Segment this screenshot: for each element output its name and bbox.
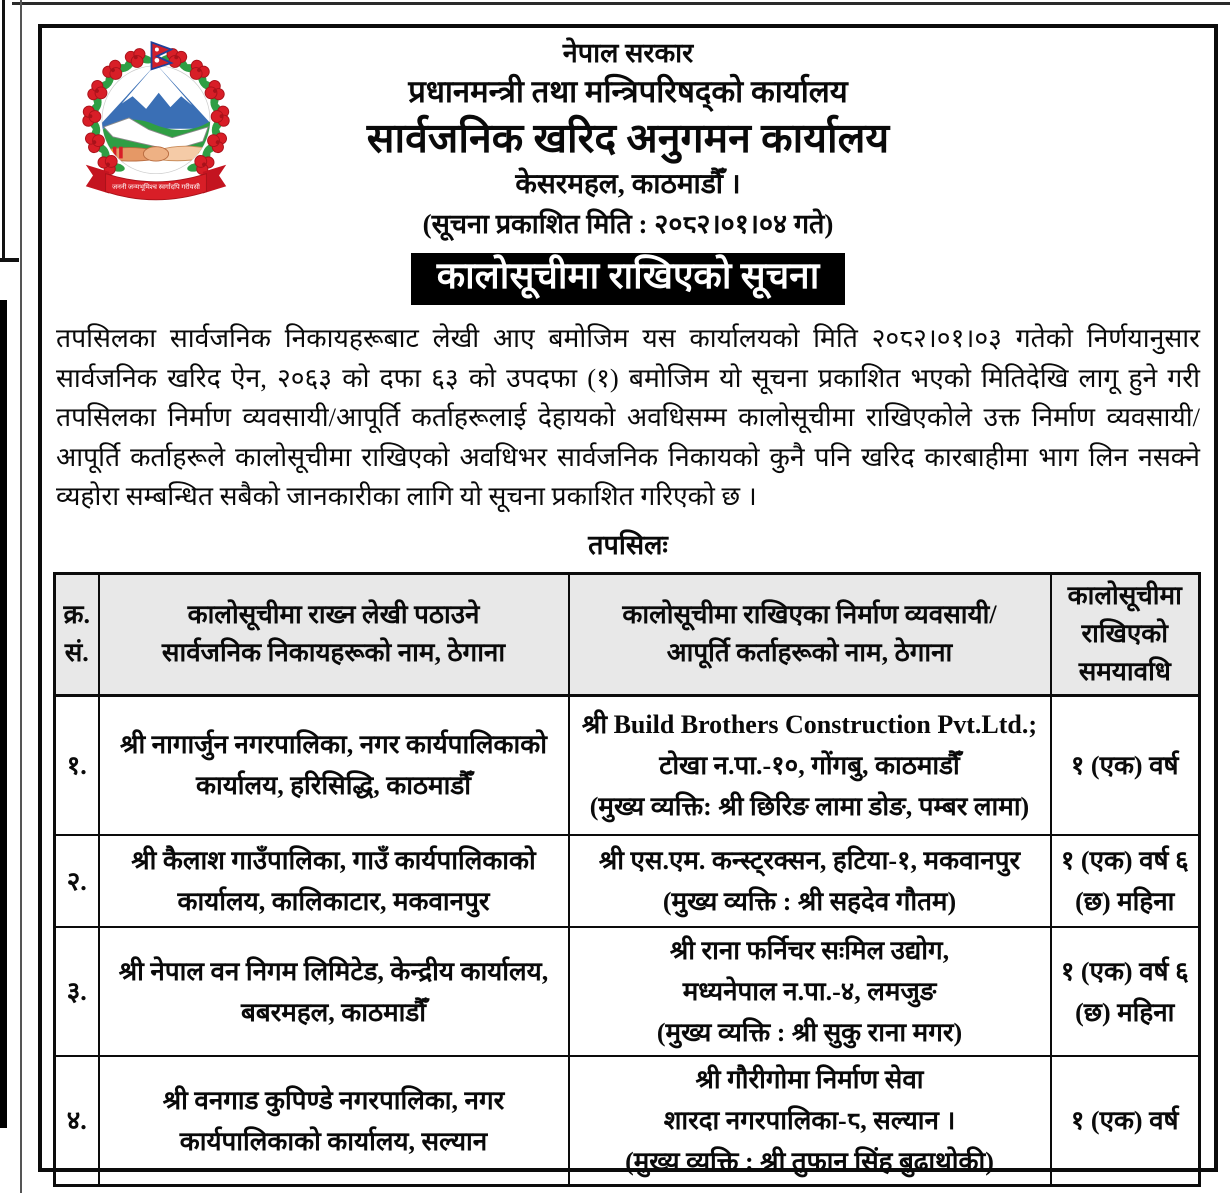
scan-artifact-corner-h [0,258,19,262]
cell-sn: २. [55,835,99,927]
publish-date-line: (सूचना प्रकाशित मिति : २०८२।०१।०४ गते) [422,208,834,239]
table-row [55,695,1200,835]
cell-duration: १ (एक) वर्ष ६ (छ) महिना [1051,835,1200,927]
handshake-icon [104,146,208,161]
scan-artifact-top-line [12,2,1230,5]
col-header-contractor: कालोसूचीमा राखिएका निर्माण व्यवसायी/ आपूर्ति कर्ताहरूको नाम, ठेगाना [569,573,1051,695]
scan-artifact-left-bar [0,300,7,1128]
scan-artifact-left-line [20,0,22,1193]
cell-sn: १. [55,695,99,835]
org-address-line: केसरमहल, काठमाडौँ । [515,168,741,200]
notice-title-banner: कालोसूचीमा राखिएको सूचना [411,253,846,305]
cell-sn: ४. [55,1056,99,1186]
cell-contractor: श्री एस.एम. कन्स्ट्रक्सन, हटिया-१, मकवानपुर (मुख्य व्यक्ति : श्री सहदेव गौतम) [569,835,1051,927]
org-ministry-line: प्रधानमन्त्री तथा मन्त्रिपरिषद्को कार्यालय [408,73,848,109]
col-header-sn: क्र. सं. [55,573,99,695]
cell-public-body: श्री नेपाल वन निगम लिमिटेड, केन्द्रीय कार्यालय, बबरमहल, काठमाडौँ [99,927,569,1056]
cell-sn: ३. [55,927,99,1056]
document-frame [38,24,1218,1177]
cell-duration: १ (एक) वर्ष [1051,695,1200,835]
org-office-line: सार्वजनिक खरिद अनुगमन कार्यालय [366,115,890,162]
cell-public-body: श्री कैलाश गाउँपालिका, गाउँ कार्यपालिकाको कार्यालय, कालिकाटार, मकवानपुर [99,835,569,927]
nepal-government-emblem-logo [66,40,246,212]
table-row [55,835,1200,927]
emblem-motto-text: जननी जन्मभूमिश्च स्वर्गादपि गरीयसी [112,184,200,191]
notice-paragraph: तपसिलका सार्वजनिक निकायहरूबाट लेखी आए बमोजिम यस कार्यालयको मिति २०८२।०१।०३ गतेको निर्णयानुसार सार्वजनिक खरिद ऐन, २०६३ को दफा ६३ को उपदफा (१) बमोजिम यो सूचना प्रकाशित भएको मितिदेखि लागू हुने गरी तपसिलका निर्माण व्यवसायी/आपूर्ति कर्ताहरूलाई देहायको अवधिसम्म कालोसूचीमा राखिएकोले उक्त निर्माण व्यवसायी/आपूर्ति कर्ताहरूले कालोसूचीमा राखिएको अवधिभर सार्वजनिक निकायको कुनै पनि खरिद कारबाहीमा भाग लिन नसक्ने व्यहोरा सम्बन्धित सबैको जानकारीका लागि यो सूचना प्रकाशित गरिएको छ । [56,323,1200,512]
col-header-public-body: कालोसूचीमा राख्न लेखी पठाउने सार्वजनिक निकायहरूको नाम, ठेगाना [99,573,569,695]
table-row [55,1056,1200,1186]
scan-artifact-corner-v [2,0,5,258]
table-caption: तपसिलः [588,529,668,560]
cell-public-body: श्री नागार्जुन नगरपालिका, नगर कार्यपालिकाको कार्यालय, हरिसिद्धि, काठमाडौँ [99,695,569,835]
cell-contractor: श्री Build Brothers Construction Pvt.Ltd.; टोखा न.पा.-१०, गोंगबु, काठमाडौँ (मुख्य व्यक्ति: श्री छिरिङ लामा डोङ, पम्बर लामा) [569,695,1051,835]
table-row [55,927,1200,1056]
col-header-duration: कालोसूचीमा राखिएको समयावधि [1051,573,1200,695]
org-country-line: नेपाल सरकार [562,38,694,68]
cell-contractor: श्री राना फर्निचर सःमिल उद्योग, मध्यनेपाल न.पा.-४, लमजुङ (मुख्य व्यक्ति : श्री सुकु राना मगर) [569,927,1051,1056]
cell-contractor: श्री गौरीगोमा निर्माण सेवा शारदा नगरपालिका-८, सल्यान । (मुख्य व्यक्ति : श्री तुफान सिंह बुढाथोकी) [569,1056,1051,1186]
cell-public-body: श्री वनगाड कुपिण्डे नगरपालिका, नगर कार्यपालिकाको कार्यालय, सल्यान [99,1056,569,1186]
table-header-row [55,573,1200,695]
cell-duration: १ (एक) वर्ष [1051,1056,1200,1186]
blacklist-table [53,572,1201,1188]
cell-duration: १ (एक) वर्ष ६ (छ) महिना [1051,927,1200,1056]
